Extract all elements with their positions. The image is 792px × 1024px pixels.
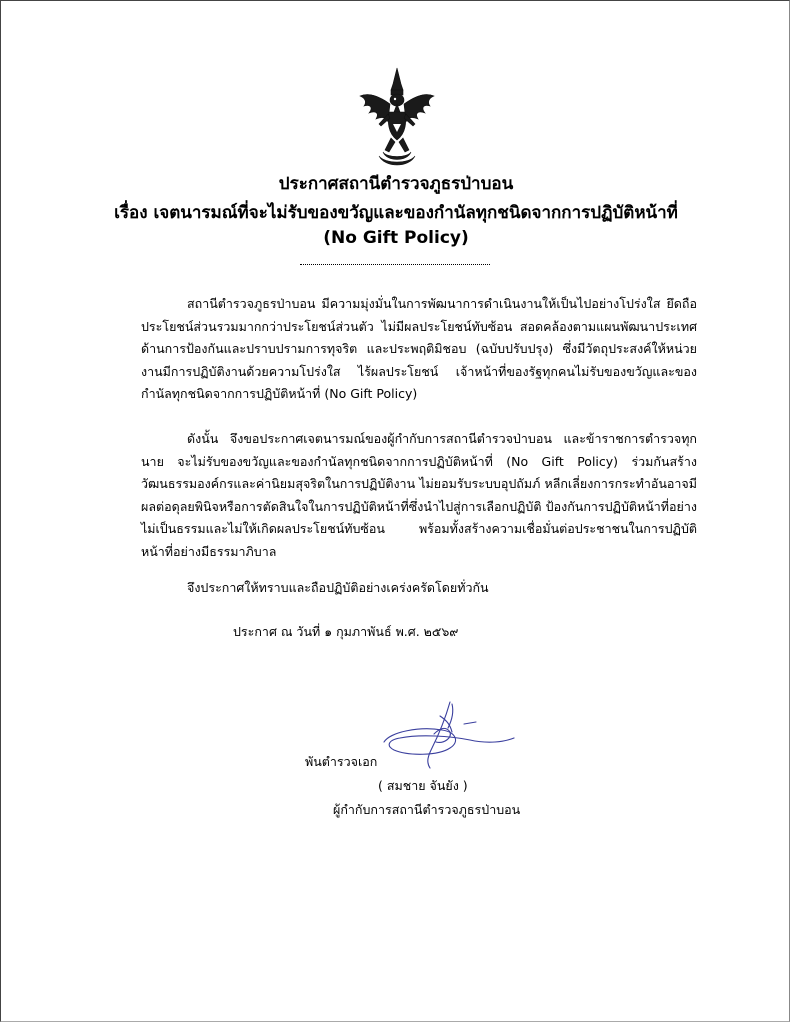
body-paragraph-3: จึงประกาศให้ทราบและถือปฏิบัติอย่างเคร่งครัดโดยทั่วกัน [187,580,489,595]
signer-position: ผู้กำกับการสถานีตำรวจภูธรป่าบอน [333,802,521,817]
announcement-title: ประกาศสถานีตำรวจภูธรป่าบอน [278,174,514,194]
dotted-divider [300,264,490,265]
announcement-date: ประกาศ ณ วันที่ ๑ กุมภาพันธ์ พ.ศ. ๒๕๖๙ [233,624,459,639]
body-paragraph-1: สถานีตำรวจภูธรป่าบอน มีความมุ่งมั่นในการพัฒนาการดำเนินงานให้เป็นไปอย่างโปร่งใส ยึดถือประโยชน์ส่วนรวมมากกว่าประโยชน์ส่วนตัว ไม่มีผลประโยชน์ทับซ้อน สอดคล้องตามแผนพัฒนาประเทศด้านการป้องกันและปราบปรามการทุจริต และประพฤติมิชอบ (ฉบับปรับปรุง) ซึ่งมีวัตถุประสงค์ให้หน่วยงานมีการปฏิบัติงานด้วยความโปร่งใส ไร้ผลประโยชน์ เจ้าหน้าที่ของรัฐทุกคนไม่รับของขวัญและของกำนัลทุกชนิดจากการปฏิบัติหน้าที่ (No Gift Policy) [141,296,697,401]
announcement-subject: เรื่อง เจตนารมณ์ที่จะไม่รับของขวัญและของกำนัลทุกชนิดจากการปฏิบัติหน้าที่ [114,203,678,223]
policy-name: (No Gift Policy) [323,228,469,248]
body-paragraph-2: ดังนั้น จึงขอประกาศเจตนารมณ์ของผู้กำกับการสถานีตำรวจป่าบอน และข้าราชการตำรวจทุกนาย จะไม่รับของขวัญและของกำนัลทุกชนิดจากการปฏิบัติหน้าที่ (No Gift Policy) ร่วมกันสร้างวัฒนธรรมองค์กรและค่านิยมสุจริตในการปฏิบัติงาน ไม่ยอมรับระบบอุปถัมภ์ หลีกเลี่ยงการกระทำอันอาจมีผลต่อดุลยพินิจหรือการตัดสินใจในการปฏิบัติหน้าที่ซึ่งนำไปสู่การเลือกปฏิบัติ ป้องกันการปฏิบัติหน้าที่อย่างไม่เป็นธรรมและไม่ให้เกิดผลประโยชน์ทับซ้อน พร้อมทั้งสร้างความเชื่อมั่นต่อประชาชนในการปฏิบัติหน้าที่อย่างมีธรรมาภิบาล [141,431,697,559]
signer-rank: พันตำรวจเอก [305,754,378,769]
garuda-emblem-icon [357,66,437,170]
handwritten-signature [380,698,520,774]
signer-name: ( สมชาย จันยัง ) [378,778,468,793]
